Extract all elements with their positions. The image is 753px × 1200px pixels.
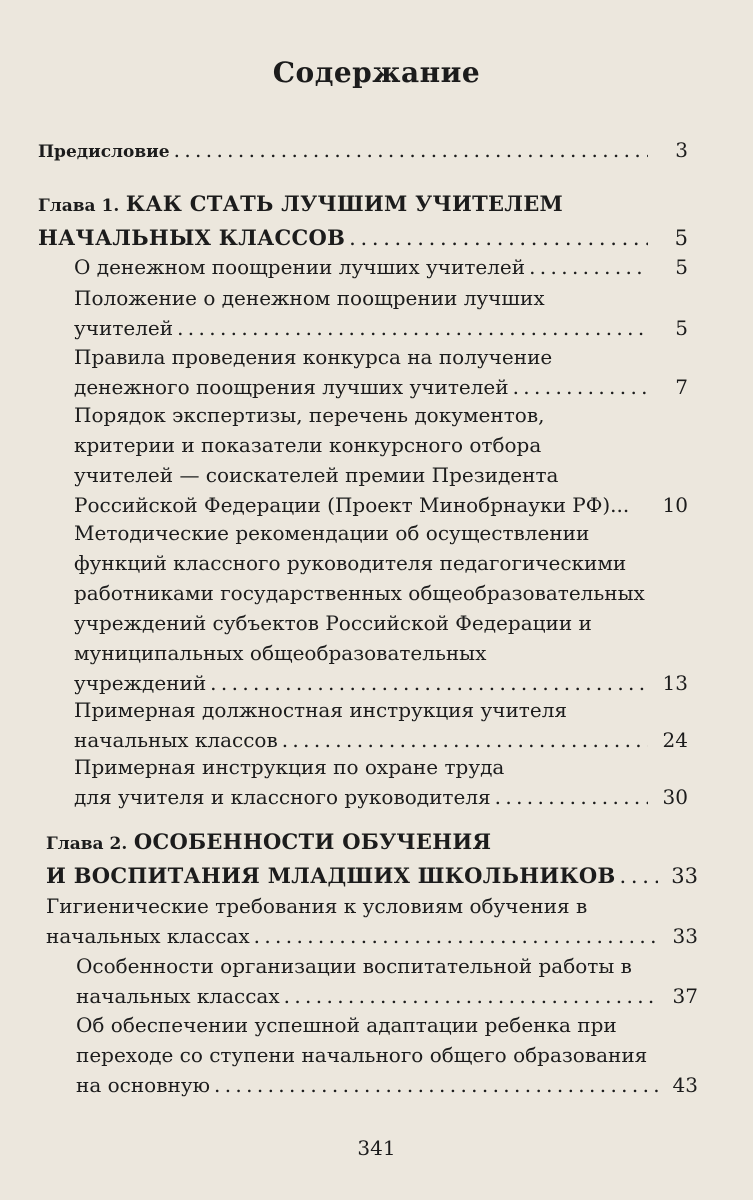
toc-chapter-1: [38, 188, 688, 254]
toc-page-number: 7: [675, 375, 688, 399]
page-title: Содержание: [272, 56, 481, 89]
toc-page-number: 5: [675, 255, 688, 279]
toc-page-number: 33: [671, 864, 698, 888]
toc-page-number: 10: [662, 493, 688, 517]
toc-entry: Особенности организации воспитательной работы в начальных классах . . . 37: [76, 951, 698, 1011]
leader-dots: [495, 782, 648, 812]
toc-entry: Порядок экспертизы, перечень документов, критерии и показатели конкурсного отбора учителей — соискателей премии Президента Российской Федерации (Проект Минобрнауки РФ)... 10: [74, 400, 688, 520]
leader-dots: [620, 860, 658, 892]
toc-entry: Примерная инструкция по охране труда для учителя и классного руководителя . . . 30: [74, 752, 688, 812]
page-number: 341: [357, 1136, 396, 1160]
chapter-title-line: НАЧАЛЬНЫХ КЛАССОВ: [38, 225, 346, 250]
leader-dots: [513, 372, 648, 402]
toc-entry: О денежном поощрении лучших учителей . . . 5: [74, 252, 688, 282]
chapter-title-line: КАК СТАТЬ ЛУЧШИМ УЧИТЕЛЕМ: [125, 191, 564, 216]
leader-dots: [529, 252, 648, 282]
toc-entry-preface: [38, 135, 688, 167]
leader-dots: [174, 135, 648, 165]
toc-page-number: 30: [662, 785, 688, 809]
chapter-title-line: ОСОБЕННОСТИ ОБУЧЕНИЯ: [133, 829, 492, 854]
toc-entry: Гигиенические требования к условиям обучения в начальных классах . . . 33: [46, 891, 698, 951]
chapter-title-line: И ВОСПИТАНИЯ МЛАДШИХ ШКОЛЬНИКОВ: [46, 863, 616, 888]
toc-page-number: 5: [674, 226, 688, 250]
leader-dots: [284, 981, 658, 1011]
leader-dots: [210, 668, 648, 698]
toc-page-number: 5: [675, 316, 688, 340]
toc-entry: Правила проведения конкурса на получение денежного поощрения лучших учителей . . . 7: [74, 342, 688, 402]
chapter-prefix: Глава 1.: [38, 196, 120, 216]
toc-entry: Примерная должностная инструкция учителя начальных классов . . . 24: [74, 695, 688, 755]
chapter-prefix: Глава 2.: [46, 834, 128, 854]
toc-entry: Положение о денежном поощрении лучших учителей . . . 5: [74, 283, 688, 343]
toc-entry-label: Предисловие: [38, 142, 170, 162]
leader-dots: [214, 1070, 658, 1100]
toc-entry: Методические рекомендации об осуществлении функций классного руководителя педагогическими работниками государственных общеобразовательных учреждений субъектов Российской Федерации и муниципальных общеобразовательных учреждений . . . 13: [74, 518, 688, 698]
leader-dots: [177, 313, 648, 343]
leader-dots: [282, 725, 648, 755]
toc-page-number: 37: [672, 984, 698, 1008]
toc-entry: Об обеспечении успешной адаптации ребенка при переходе со ступени начального общего образования на основную . . . 43: [76, 1010, 698, 1100]
toc-page-number: 13: [662, 671, 688, 695]
leader-dots: [349, 222, 648, 254]
toc-page-number: 3: [675, 138, 688, 162]
toc-page-number: 43: [672, 1073, 698, 1097]
toc-chapter-2: [46, 826, 698, 892]
leader-dots: [254, 921, 658, 951]
toc-page-number: 24: [662, 728, 688, 752]
toc-page-number: 33: [672, 924, 698, 948]
